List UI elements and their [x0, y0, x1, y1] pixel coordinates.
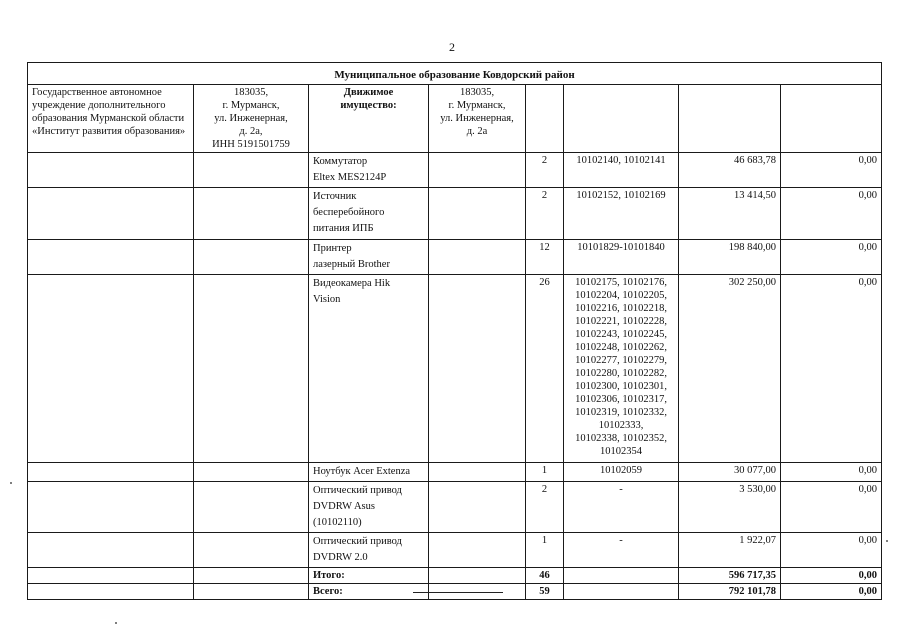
subtotal-quantity: 46: [526, 568, 564, 584]
item-name: Ноутбук Acer Extenza: [309, 463, 429, 482]
table-row: [28, 533, 882, 568]
property-category: Движимое имущество:: [309, 85, 429, 153]
item-quantity: 2: [526, 153, 564, 188]
item-name: Коммутатор Eltex MES2124P: [309, 153, 429, 188]
item-residual-value: 0,00: [781, 533, 882, 568]
subtotal-residual-value: 0,00: [781, 568, 882, 584]
property-location: 183035, г. Мурманск, ул. Инженерная, д. 2а: [429, 85, 526, 153]
total-residual-value: 0,00: [781, 584, 882, 600]
item-value: 3 530,00: [679, 482, 781, 533]
subtotal-value: 596 717,35: [679, 568, 781, 584]
table-row: [28, 482, 882, 533]
item-quantity: 2: [526, 188, 564, 240]
table-row: [28, 463, 882, 482]
item-value: 1 922,07: [679, 533, 781, 568]
owner-address: 183035, г. Мурманск, ул. Инженерная, д. 2а, ИНН 5191501759: [194, 85, 309, 153]
item-residual-value: 0,00: [781, 482, 882, 533]
item-inventory-codes: 10102059: [564, 463, 679, 482]
owner-row: [28, 85, 882, 153]
bottom-rule: [413, 592, 503, 593]
item-name: Оптический привод DVDRW Asus (10102110): [309, 482, 429, 533]
table-row: [28, 240, 882, 275]
item-name: Источник бесперебойного питания ИПБ: [309, 188, 429, 240]
item-quantity: 26: [526, 275, 564, 463]
item-value: 13 414,50: [679, 188, 781, 240]
item-value: 46 683,78: [679, 153, 781, 188]
table-row: [28, 188, 882, 240]
item-inventory-codes: -: [564, 533, 679, 568]
item-value: 198 840,00: [679, 240, 781, 275]
table-row: [28, 275, 882, 463]
item-inventory-codes: 10102152, 10102169: [564, 188, 679, 240]
title-row: [28, 63, 882, 85]
item-inventory-codes: -: [564, 482, 679, 533]
item-inventory-codes: 10102175, 10102176, 10102204, 10102205, 10102216, 10102218, 10102221, 10102228, 10102243, 10102245, 10102248, 10102262, 10102277, 10102279, 10102280, 10102282, 10102300, 10102301, 10102306, 10102317, 10102319, 10102332, 10102333, 10102338, 10102352, 10102354: [564, 275, 679, 463]
item-residual-value: 0,00: [781, 463, 882, 482]
subtotal-label: Итого:: [309, 568, 429, 584]
item-value: 302 250,00: [679, 275, 781, 463]
item-quantity: 1: [526, 533, 564, 568]
scan-speck: [10, 482, 12, 484]
item-residual-value: 0,00: [781, 153, 882, 188]
item-name: Видеокамера Hik Vision: [309, 275, 429, 463]
item-residual-value: 0,00: [781, 275, 882, 463]
item-residual-value: 0,00: [781, 240, 882, 275]
item-quantity: 2: [526, 482, 564, 533]
item-quantity: 1: [526, 463, 564, 482]
municipality-title: Муниципальное образование Ковдорский район: [28, 63, 882, 85]
subtotal-row: [28, 568, 882, 584]
owner-name: Государственное автономное учреждение дополнительного образования Мурманской области «Институт развития образования»: [28, 85, 194, 153]
item-residual-value: 0,00: [781, 188, 882, 240]
total-value: 792 101,78: [679, 584, 781, 600]
table-row: [28, 153, 882, 188]
item-value: 30 077,00: [679, 463, 781, 482]
total-quantity: 59: [526, 584, 564, 600]
item-quantity: 12: [526, 240, 564, 275]
property-table: [27, 62, 882, 600]
item-name: Принтер лазерный Brother: [309, 240, 429, 275]
item-inventory-codes: 10101829-10101840: [564, 240, 679, 275]
scan-speck: [886, 540, 888, 542]
page-number: 2: [449, 40, 455, 54]
item-inventory-codes: 10102140, 10102141: [564, 153, 679, 188]
total-label: Всего:: [309, 584, 429, 600]
item-name: Оптический привод DVDRW 2.0: [309, 533, 429, 568]
scan-speck: [115, 622, 117, 624]
